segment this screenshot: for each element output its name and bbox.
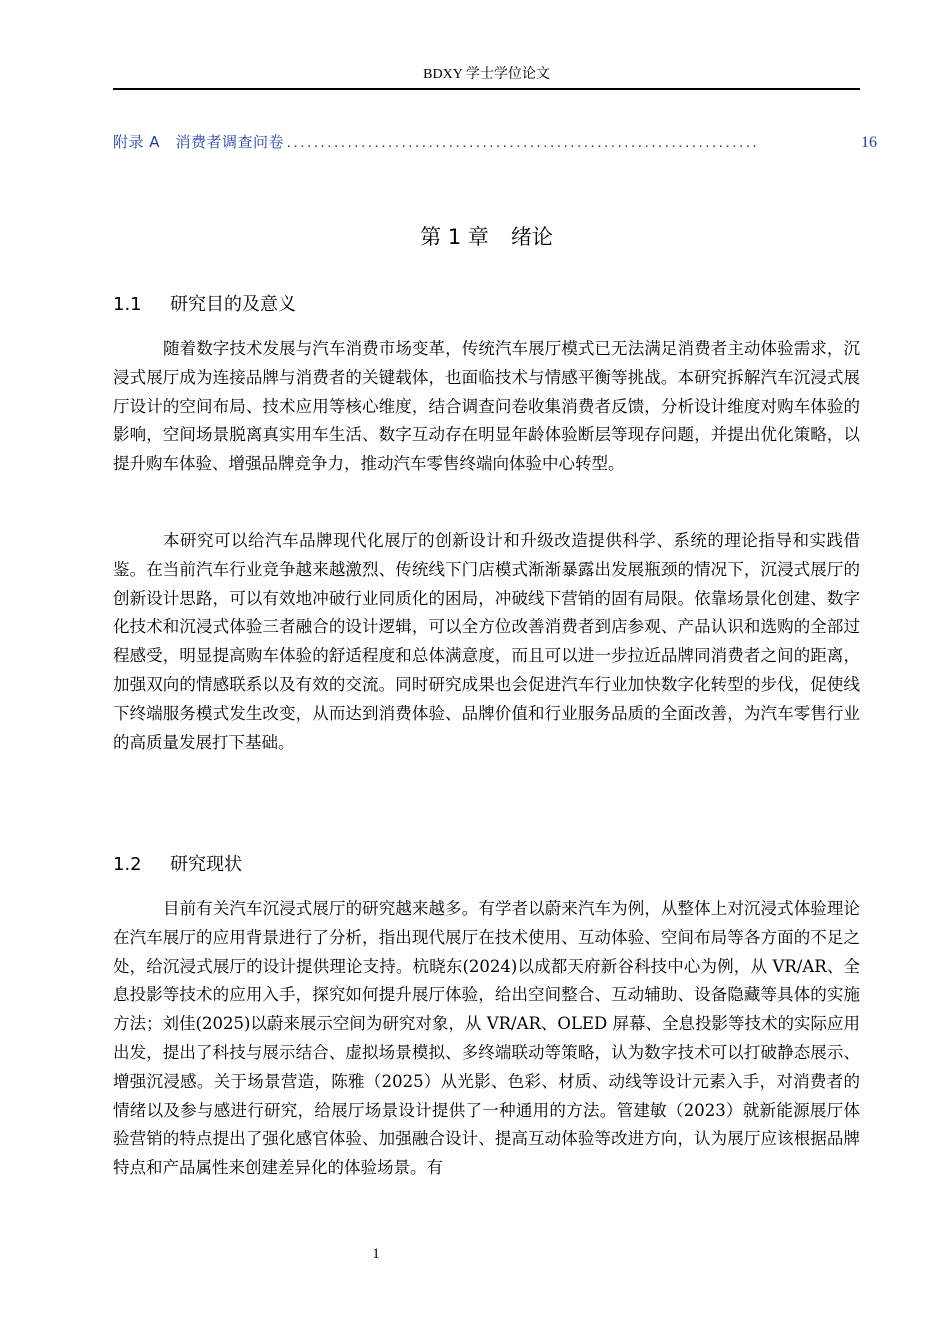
toc-entry-appendix-a[interactable]: [113, 131, 877, 153]
toc-label: 附录 A 消费者调查问卷: [113, 133, 285, 151]
body-paragraph: 本研究可以给汽车品牌现代化展厅的创新设计和升级改造提供科学、系统的理论指导和实践借鉴。在当前汽车行业竞争越来越激烈、传统线下门店模式渐渐暴露出发展瓶颈的情况下，沉浸式展厅的创新设计思路，可以有效地冲破行业同质化的困局，冲破线下营销的固有局限。依靠场景化创建、数字化技术和沉浸式体验三者融合的设计逻辑，可以全方位改善消费者到店参观、产品认识和选购的全部过程感受，明显提高购车体验的舒适程度和总体满意度，而且可以进一步拉近品牌同消费者之间的距离，加强双向的情感联系以及有效的交流。同时研究成果也会促进汽车行业加快数字化转型的步伐，促使线下终端服务模式发生改变，从而达到消费体验、品牌价值和行业服务品质的全面改善，为汽车零售行业的高质量发展打下基础。: [113, 531, 860, 752]
header-rule: [113, 88, 860, 90]
chapter-heading: [113, 222, 860, 252]
body-paragraph: 随着数字技术发展与汽车消费市场变革，传统汽车展厅模式已无法满足消费者主动体验需求，沉浸式展厅成为连接品牌与消费者的关键载体，也面临技术与情感平衡等挑战。本研究拆解汽车沉浸式展厅设计的空间布局、技术应用等核心维度，结合调查问卷收集消费者反馈，分析设计维度对购车体验的影响，空间场景脱离真实用车生活、数字互动存在明显年龄体验断层等现存问题，并提出优化策略，以提升购车体验、增强品牌竞争力，推动汽车零售终端向体验中心转型。: [113, 339, 860, 474]
chapter-title: 绪论: [510, 225, 553, 249]
body-paragraph: 目前有关汽车沉浸式展厅的研究越来越多。有学者以蔚来汽车为例，从整体上对沉浸式体验理论在汽车展厅的应用背景进行了分析，指出现代展厅在技术使用、互动体验、空间布局等各方面的不足之处，给沉浸式展厅的设计提供理论支持。杭晓东(2024)以成都天府新谷科技中心为例，从 VR/AR、全息投影等技术的应用入手，探究如何提升展厅体验，给出空间整合、互动辅助、设备隐藏等具体的实施方法；刘佳(2025)以蔚来展示空间为研究对象，从 VR/AR、OLED 屏幕、全息投影等技术的实际应用出发，提出了科技与展示结合、虚拟场景模拟、多终端联动等策略，认为数字技术可以打破静态展示、增强沉浸感。关于场景营造，陈雅（2025）从光影、色彩、材质、动线等设计元素入手，对消费者的情绪以及参与感进行研究，给展厅场景设计提供了一种通用的方法。管建敏（2023）就新能源展厅体验营销的特点提出了强化感官体验、加强融合设计、提高互动体验等改进方向，认为展厅应该根据品牌特点和产品属性来创建差异化的体验场景。有: [113, 899, 860, 1178]
chapter-number: 第 1 章: [420, 225, 489, 249]
section-number: 1.2: [113, 854, 142, 875]
section-title: 研究目的及意义: [170, 294, 296, 315]
toc-dot-leader: ......................................................................: [287, 135, 760, 151]
section-heading-1-2: [113, 852, 860, 878]
running-header: BDXY 学士学位论文: [423, 67, 550, 82]
section-heading-1-1: [113, 292, 860, 318]
section-title: 研究现状: [170, 854, 242, 875]
toc-page-number: 16: [861, 134, 877, 151]
section-number: 1.1: [113, 294, 142, 315]
page-number: 1: [372, 1246, 380, 1262]
